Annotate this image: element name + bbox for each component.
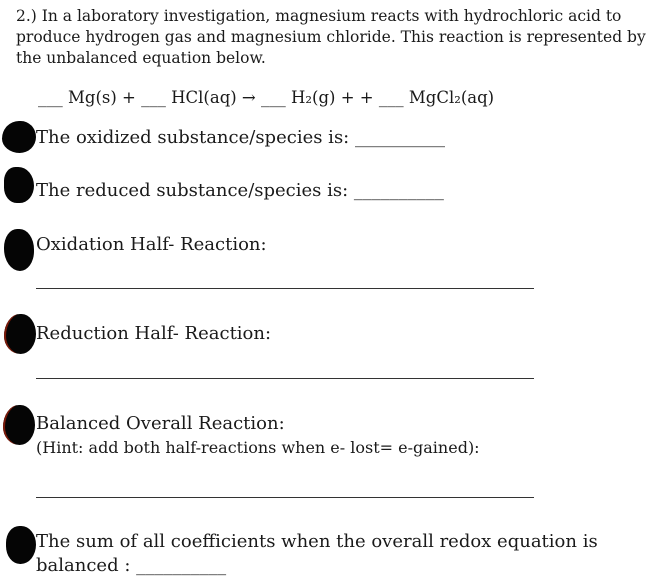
equation-h2: H₂(g) + + xyxy=(291,88,374,107)
ink-blot-1 xyxy=(2,121,36,153)
unbalanced-equation xyxy=(38,88,494,107)
reduced-item xyxy=(36,180,444,201)
oxidized-label: The oxidized substance/species is: xyxy=(36,127,350,148)
sum-label-line-1: The sum of all coefficients when the overall redox equation is xyxy=(36,531,598,552)
equation-hcl: HCl(aq) → xyxy=(171,88,256,107)
balanced-label: Balanced Overall Reaction: xyxy=(36,413,285,434)
oxidation-answer-line[interactable] xyxy=(36,288,534,289)
equation-mg: Mg(s) + xyxy=(68,88,136,107)
coefficient-blank-mgcl2[interactable]: ___ xyxy=(378,88,404,107)
ink-blot-5 xyxy=(3,405,35,445)
equation-mgcl2: MgCl₂(aq) xyxy=(408,88,495,107)
intro-line-3: the unbalanced equation below. xyxy=(16,49,266,67)
oxidized-answer-blank[interactable]: __________ xyxy=(354,127,445,148)
balanced-hint: (Hint: add both half-reactions when e- lost= e-gained): xyxy=(36,438,480,457)
reduced-answer-blank[interactable]: __________ xyxy=(353,180,444,201)
oxidized-item xyxy=(36,127,445,148)
intro-line-2: produce hydrogen gas and magnesium chloride. This reaction is represented by xyxy=(16,28,646,46)
ink-blot-4 xyxy=(4,314,36,354)
ink-blot-2 xyxy=(4,167,34,203)
oxidation-label: Oxidation Half- Reaction: xyxy=(36,234,267,255)
question-intro xyxy=(16,6,650,69)
sum-item xyxy=(36,555,226,576)
reduction-answer-line[interactable] xyxy=(36,378,534,379)
balanced-answer-line[interactable] xyxy=(36,497,534,498)
ink-blot-3 xyxy=(4,229,34,271)
coefficient-blank-mg[interactable]: ___ xyxy=(38,88,63,107)
sum-label-line-2: balanced : xyxy=(36,555,131,576)
coefficient-blank-h2[interactable]: ___ xyxy=(261,88,286,107)
reduced-label: The reduced substance/species is: xyxy=(36,180,349,201)
intro-line-1: 2.) In a laboratory investigation, magnesium reacts with hydrochloric acid to xyxy=(16,7,622,25)
sum-answer-blank[interactable]: __________ xyxy=(136,555,227,576)
coefficient-blank-hcl[interactable]: ___ xyxy=(141,88,166,107)
reduction-label: Reduction Half- Reaction: xyxy=(36,323,272,344)
ink-blot-6 xyxy=(6,526,36,564)
